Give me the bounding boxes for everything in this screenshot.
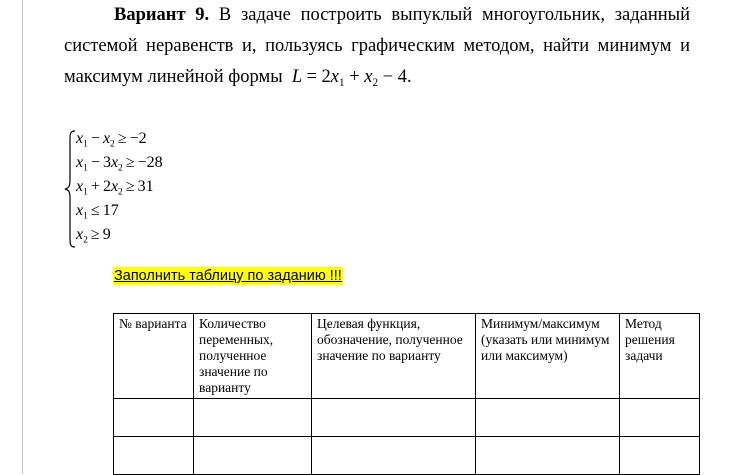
header-variable-count: Количество переменных, полученное значение по варианту [194,314,312,399]
table-cell[interactable] [476,399,620,437]
header-objective-function: Целевая функция, обозначение, полученное значение по варианту [312,314,476,399]
table-cell[interactable] [476,437,620,475]
inequality-system [64,128,264,250]
page-edge [22,0,23,474]
table-cell[interactable] [114,399,194,437]
inequality-row-2: $x_1 - 3x_2 \ge -28$ [76,154,163,174]
linear-form: $L = 2x_1 + x_2 - 4$ [291,67,407,89]
table-row [114,437,700,475]
inequality-row-3: $x_1 + 2x_2 \ge 31$ [76,178,154,198]
header-variant-number: № варианта [114,314,194,399]
table-cell[interactable] [620,437,700,475]
task-text [64,0,690,93]
table-header-row [114,314,700,399]
table-cell[interactable] [312,399,476,437]
table-cell[interactable] [194,399,312,437]
task-paragraph: Вариант 9. В задаче построить выпуклый многоугольник, заданный системой неравенств и, пользуясь графическим методом, найти минимум и максимум линейной формы $L = 2x_1 + x_2 - 4$. [64,5,690,89]
header-solution-method: Метод решения задачи [620,314,700,399]
table-row [114,399,700,437]
inequality-row-1: $x_1 - x_2 \ge -2$ [76,130,147,150]
table-cell[interactable] [194,437,312,475]
variant-label: Вариант 9. [114,5,210,25]
table-cell[interactable] [620,399,700,437]
inequality-row-5: $x_2 \ge 9$ [76,226,111,246]
table-cell[interactable] [114,437,194,475]
inequality-row-4: $x_1 \le 17$ [76,202,119,222]
header-min-max: Минимум/максимум (указать или минимум или максимум) [476,314,620,399]
task-body: В задаче построить выпуклый многоугольник, заданный системой неравенств и, пользуясь графическим методом, найти минимум и максимум линейной формы [64,5,690,87]
fill-table-note: Заполнить таблицу по заданию !!! [114,268,342,284]
table-cell[interactable] [312,437,476,475]
answer-table [113,313,700,475]
